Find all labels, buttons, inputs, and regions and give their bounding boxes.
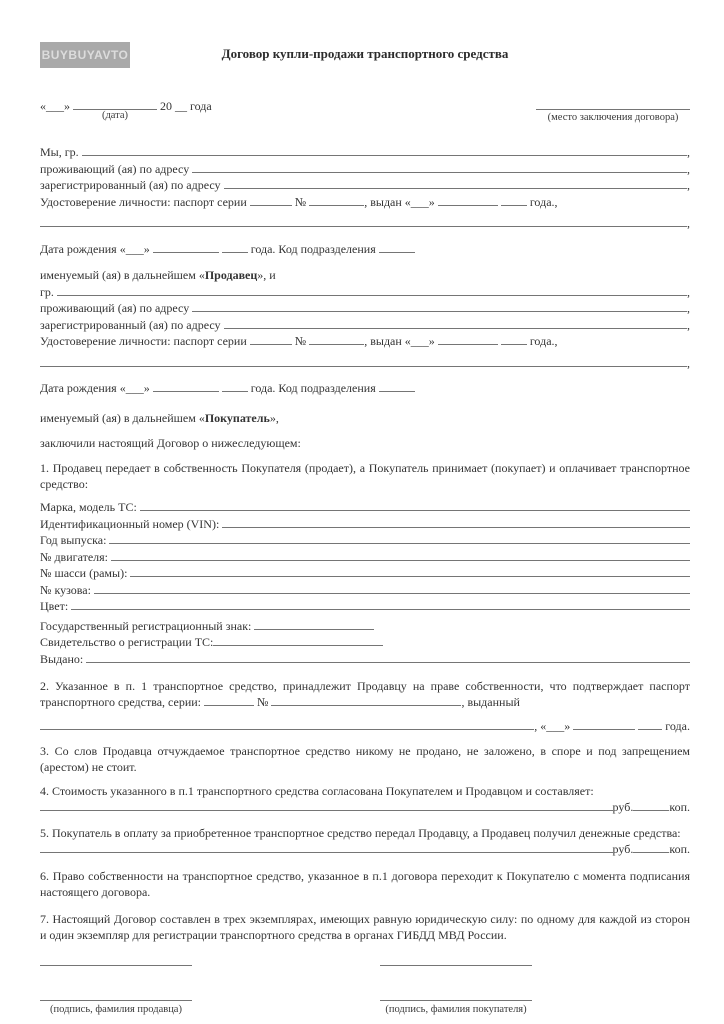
clause-7-text: 7. Настоящий Договор составлен в трех экземплярах, имеющих равную юридическую силу: по одному для каждой из сторон и один экземпляр для регистрации транспортного средства в органах ГИБДД МВД России. (40, 911, 690, 942)
date-blank (73, 98, 157, 110)
clause-5-amount-line-blank (633, 841, 669, 853)
buyer-passport-issuer-line (40, 355, 690, 372)
preamble-line (40, 435, 690, 451)
vehicle-color-line-text: Цвет: (40, 599, 72, 613)
registration-certificate-line-blank (213, 634, 383, 646)
vehicle-vin-line-blank (222, 516, 690, 528)
seller-name-line-text: Мы, гр. (40, 145, 82, 159)
vehicle-make-model-line-text: Марка, модель ТС: (40, 500, 140, 514)
seller-registered-address-line-text: , (687, 178, 690, 192)
seller-address-line-text: , (687, 161, 690, 176)
buyer-birth-date-line-text: Дата рождения «___» (40, 381, 153, 395)
buyer-birth-date-line-blank (153, 380, 219, 392)
date-blank-wrap (73, 98, 157, 121)
seller-signature-block (40, 953, 192, 1015)
vehicle-make-model-line-blank (140, 499, 690, 511)
buyer-birth-date-line (40, 380, 690, 397)
vehicle-vin-line-text: Идентификационный номер (VIN): (40, 516, 223, 531)
clause-4 (40, 783, 690, 799)
vehicle-vin-line (40, 516, 690, 533)
preamble-line-text: заключили настоящий Договор о нижеследующем: (40, 436, 301, 450)
date-year-text: 20 __ года (157, 99, 212, 113)
seller-signature-caption: (подпись, фамилия продавца) (50, 1003, 182, 1015)
clause-4-amount-line-text: коп. (669, 799, 690, 814)
vehicle-body-number-line (40, 582, 690, 599)
vehicle-year-line-text: Год выпуска: (40, 533, 110, 547)
clause-2-issuer-line-blank (573, 718, 635, 730)
vehicle-chassis-number-line (40, 565, 690, 582)
place-caption: (место заключения договора) (547, 112, 679, 123)
seller-signature-blank-2 (40, 1000, 192, 1001)
seller-passport-line (40, 194, 690, 211)
vehicle-color-line-blank (71, 598, 690, 610)
vehicle-engine-number-line-blank (111, 549, 690, 561)
seller-passport-line-text: , выдан «___» (364, 194, 438, 209)
seller-address-line (40, 161, 690, 178)
buyer-alias-line-text: именуемый (ая) в дальнейшем « (40, 410, 205, 425)
clause-2-issuer-line-blank (40, 718, 534, 730)
clause-2-blank (271, 695, 461, 706)
buyer-birth-date-line-blank (379, 380, 415, 392)
registration-plate-line-text: Государственный регистрационный знак: (40, 618, 255, 633)
contract-date-line (40, 98, 212, 128)
seller-passport-line-blank (250, 194, 292, 206)
buyer-passport-line-blank (501, 333, 527, 345)
seller-address-line-blank (192, 161, 687, 173)
registration-certificate-line-text: Свидетельство о регистрации ТС: (40, 635, 214, 649)
buyer-name-line-blank (57, 284, 687, 296)
seller-address-line-text: проживающий (ая) по адресу (40, 161, 193, 176)
clause-6 (40, 868, 690, 900)
clause-4-text: 4. Стоимость указанного в п.1 транспортного средства согласована Покупателем и Продавцом и составляет: (40, 783, 594, 798)
date-caption: (дата) (101, 110, 129, 121)
seller-alias-line-text: Продавец (204, 268, 258, 282)
clause-5-amount-line (40, 841, 690, 858)
registration-plate-line-blank (254, 618, 374, 630)
seller-registered-address-line-blank (224, 177, 687, 189)
seller-birth-date-line-text: Дата рождения «___» (40, 241, 153, 256)
seller-passport-line-blank (309, 194, 364, 206)
buyer-passport-line-text: , выдан «___» (364, 334, 438, 348)
clause-1-text: 1. Продавец передает в собственность Покупателя (продает), а Покупатель принимает (покупает) и оплачивает транспортное средство: (40, 461, 690, 491)
buyer-passport-issuer-line-blank (40, 355, 687, 367)
clause-3-text: 3. Со слов Продавца отчуждаемое транспортное средство никому не продано, не заложено, в споре и под запрещением (арестом) не стоит. (40, 743, 690, 774)
logo-text: BUYBUYAVTO (41, 48, 129, 62)
clause-2-issuer-line (40, 718, 690, 735)
registration-certificate-line (40, 634, 690, 651)
buyer-passport-line-blank (250, 333, 292, 345)
clause-2-issuer-line-text: года. (662, 719, 690, 733)
clause-5 (40, 825, 690, 841)
clause-2-issuer-line-blank (638, 718, 662, 730)
seller-birth-date-line-text: года. Код подразделения (247, 241, 379, 256)
seller-birth-date-line-blank (153, 241, 219, 253)
buyer-signature-block (380, 953, 532, 1015)
buyer-passport-line-blank (309, 333, 364, 345)
clause-4-amount-line-blank (40, 799, 613, 811)
clause-4-amount-line (40, 799, 690, 816)
registration-issued-line-text: Выдано: (40, 651, 87, 666)
contract-place-line (536, 98, 690, 128)
clause-5-amount-line-text: коп. (669, 842, 690, 856)
seller-registered-address-line (40, 177, 690, 194)
registration-plate-line (40, 618, 690, 635)
buyer-address-line (40, 300, 690, 317)
clause-4-amount-line-text: руб. (612, 799, 634, 814)
clause-5-text: 5. Покупатель в оплату за приобретенное транспортное средство передал Продавцу, а Продавец получил денежные средства: (40, 826, 681, 840)
page-title: Договор купли-продажи транспортного средства (221, 46, 509, 61)
buyer-name-line-text: гр. (40, 284, 57, 299)
seller-alias-line-text: именуемый (ая) в дальнейшем « (40, 268, 205, 282)
vehicle-make-model-line (40, 499, 690, 516)
registration-issued-line-blank (86, 651, 690, 663)
seller-birth-date-line-blank (222, 241, 248, 253)
buyer-address-line-blank (192, 300, 687, 312)
vehicle-year-line-blank (109, 532, 690, 544)
buyer-name-line-text: , (687, 284, 690, 299)
vehicle-chassis-number-line-blank (130, 565, 690, 577)
clause-4-amount-line-blank (633, 799, 669, 811)
buyer-address-line-text: проживающий (ая) по адресу (40, 301, 193, 315)
buyer-alias-line-text: », (269, 410, 279, 425)
seller-signature-blank-1 (40, 965, 192, 966)
buyer-alias-line-text: Покупатель (204, 410, 270, 425)
vehicle-chassis-number-line-text: № шасси (рамы): (40, 566, 131, 580)
seller-registered-address-line-text: зарегистрированный (ая) по адресу (40, 178, 224, 192)
buyer-alias-line (40, 411, 690, 427)
seller-name-line-text: , (687, 145, 690, 159)
seller-passport-line-text: Удостоверение личности: паспорт серии (40, 194, 250, 209)
date-place-row (40, 98, 690, 128)
clause-2-text: № (254, 695, 272, 709)
buyer-signature-caption: (подпись, фамилия покупателя) (385, 1003, 527, 1015)
clause-2-text: 2. Указанное в п. 1 транспортное средство, принадлежит Продавцу на праве собственности, что подтверждает паспорт транспортного средства, серии: (40, 679, 690, 709)
clause-2 (40, 678, 690, 710)
vehicle-engine-number-line (40, 549, 690, 566)
buyer-signature-blank-1 (380, 965, 532, 966)
seller-name-line (40, 144, 690, 161)
clause-5-amount-line-blank (40, 841, 613, 853)
clause-6-text: 6. Право собственности на транспортное средство, указанное в п.1 договора переходит к Покупателю с момента подписания настоящего договора. (40, 868, 690, 899)
buyer-name-line (40, 284, 690, 301)
seller-alias-line-text: », и (257, 268, 276, 282)
buyer-registered-address-line-text: зарегистрированный (ая) по адресу (40, 317, 224, 332)
seller-name-line-blank (82, 144, 687, 156)
buyer-registered-address-line (40, 317, 690, 334)
seller-passport-issuer-line (40, 215, 690, 232)
clause-2-issuer-line-text: , «___» (534, 719, 574, 733)
seller-passport-line-blank (501, 194, 527, 206)
clause-3 (40, 743, 690, 775)
buyer-signature-blank-2 (380, 1000, 532, 1001)
seller-passport-issuer-line-text: , (687, 216, 690, 230)
seller-passport-issuer-line-blank (40, 215, 687, 227)
buyer-passport-line-text: № (291, 334, 310, 348)
clause-2-blank (204, 695, 254, 706)
buyer-birth-date-line-blank (222, 380, 248, 392)
buyer-passport-line-text: Удостоверение личности: паспорт серии (40, 334, 250, 348)
buyer-passport-line (40, 333, 690, 350)
vehicle-color-line (40, 598, 690, 615)
buyer-registered-address-line-blank (224, 317, 687, 329)
seller-alias-line (40, 268, 690, 284)
clause-7 (40, 911, 690, 943)
seller-passport-line-text: года., (526, 194, 558, 209)
signatures-area (40, 953, 690, 1015)
buyer-passport-line-text: года., (526, 334, 558, 348)
vehicle-engine-number-line-text: № двигателя: (40, 549, 111, 564)
buyer-passport-issuer-line-text: , (687, 355, 690, 370)
vehicle-body-number-line-text: № кузова: (40, 582, 94, 597)
seller-passport-line-blank (438, 194, 498, 206)
buyer-birth-date-line-text: года. Код подразделения (247, 381, 379, 395)
date-quote-text: «___» (40, 99, 73, 113)
seller-passport-line-text: № (291, 194, 310, 209)
document-header (40, 42, 690, 70)
seller-birth-date-line-blank (379, 241, 415, 253)
contract-body (40, 144, 690, 943)
buyer-registered-address-line-text: , (687, 317, 690, 332)
buyer-passport-line-blank (438, 333, 498, 345)
clause-2-text: , выданный (461, 695, 520, 709)
clause-5-amount-line-text: руб. (612, 842, 634, 856)
vehicle-body-number-line-blank (94, 582, 690, 594)
vehicle-year-line (40, 532, 690, 549)
registration-issued-line (40, 651, 690, 668)
place-blank (536, 98, 690, 110)
buyer-address-line-text: , (687, 301, 690, 315)
clause-1 (40, 460, 690, 492)
seller-birth-date-line (40, 241, 690, 258)
